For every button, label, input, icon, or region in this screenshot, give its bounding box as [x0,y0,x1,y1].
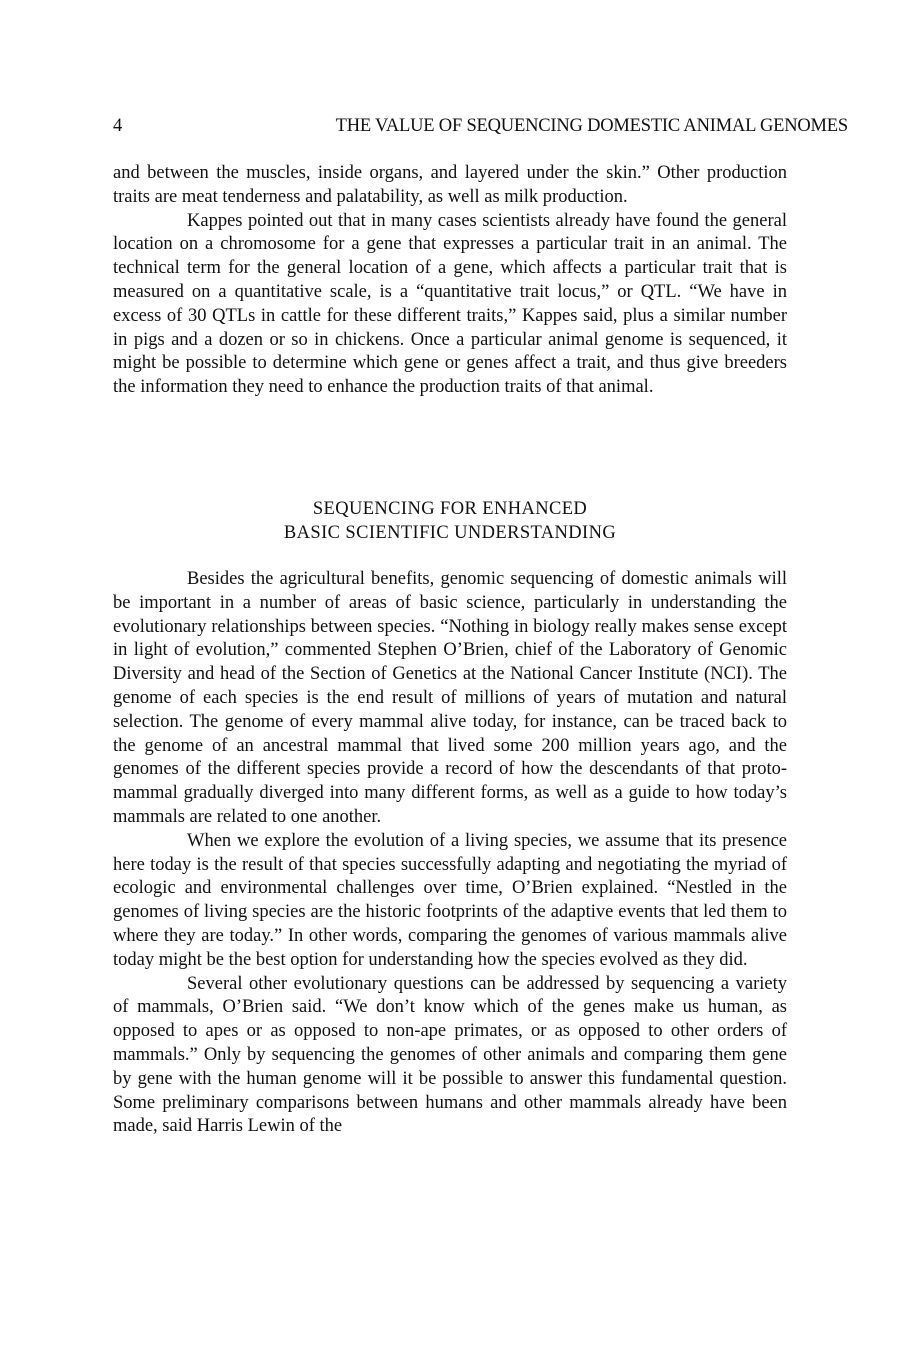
running-header [113,113,848,139]
section-one-body [113,162,787,400]
paragraph-evolution: When we explore the evolution of a living species, we assume that its presence here today is the result of that species successfully adapting and negotiating the myriad of ecologic and environmental challenges over time, O’Brien explained. “Nestled in the genomes of living species are the historic footprints of the adaptive events that led them to where they are today.” In other words, comparing the genomes of various mammals alive today might be the best option for understanding how the species evolved as they did. [113,830,787,970]
paragraph-basic-science: Besides the agricultural benefits, genomic sequencing of domestic animals will be important in a number of areas of basic science, particularly in understanding the evolutionary relationships between species. “Nothing in biology really makes sense except in light of evolution,” commented Stephen O’Brien, chief of the Laboratory of Genomic Diversity and head of the Section of Genetics at the National Cancer Institute (NCI). The genome of each species is the end result of millions of years of mutation and natural selection. The genome of every mammal alive today, for instance, can be traced back to the genome of an ancestral mammal that lived some 200 million years ago, and the genomes of the different species provide a record of how the descendants of that proto-mammal gradually diverged into many different forms, as well as a guide to how today’s mammals are related to one another. [113,569,787,827]
section-two-body [113,568,787,1139]
section-heading-line-2: BASIC SCIENTIFIC UNDERSTANDING [283,523,617,543]
paragraph-evolutionary-questions: Several other evolutionary questions can be addressed by sequencing a variety of mammals, O’Brien said. “We don’t know which of the genes make us human, as opposed to apes or as opposed to non-ape primates, or as opposed to other orders of mammals.” Only by sequencing the genomes of other animals and comparing them gene by gene with the human genome will it be possible to answer this fundamental question. Some preliminary comparisons between humans and other mammals already have been made, said Harris Lewin of the [113,973,787,1137]
paragraph-kappes-qtl: Kappes pointed out that in many cases scientists already have found the general location on a chromosome for a gene that expresses a particular trait in an animal. The technical term for the general location of a gene, which affects a particular trait that is measured on a quantitative scale, is a “quantitative trait locus,” or QTL. “We have in excess of 30 QTLs in cattle for these different traits,” Kappes said, plus a similar number in pigs and a dozen or so in chickens. Once a particular animal genome is sequenced, it might be possible to determine which gene or genes affect a trait, and thus give breeders the information they need to enhance the production traits of that animal. [113,210,787,398]
running-title: THE VALUE OF SEQUENCING DOMESTIC ANIMAL GENOMES [335,116,848,136]
paragraph-continued: and between the muscles, inside organs, and layered under the skin.” Other production traits are meat tenderness and palatability, as well as milk production. [113,163,787,207]
section-heading-line-1: SEQUENCING FOR ENHANCED [312,499,588,519]
section-heading [113,497,787,545]
page-number: 4 [113,116,123,136]
